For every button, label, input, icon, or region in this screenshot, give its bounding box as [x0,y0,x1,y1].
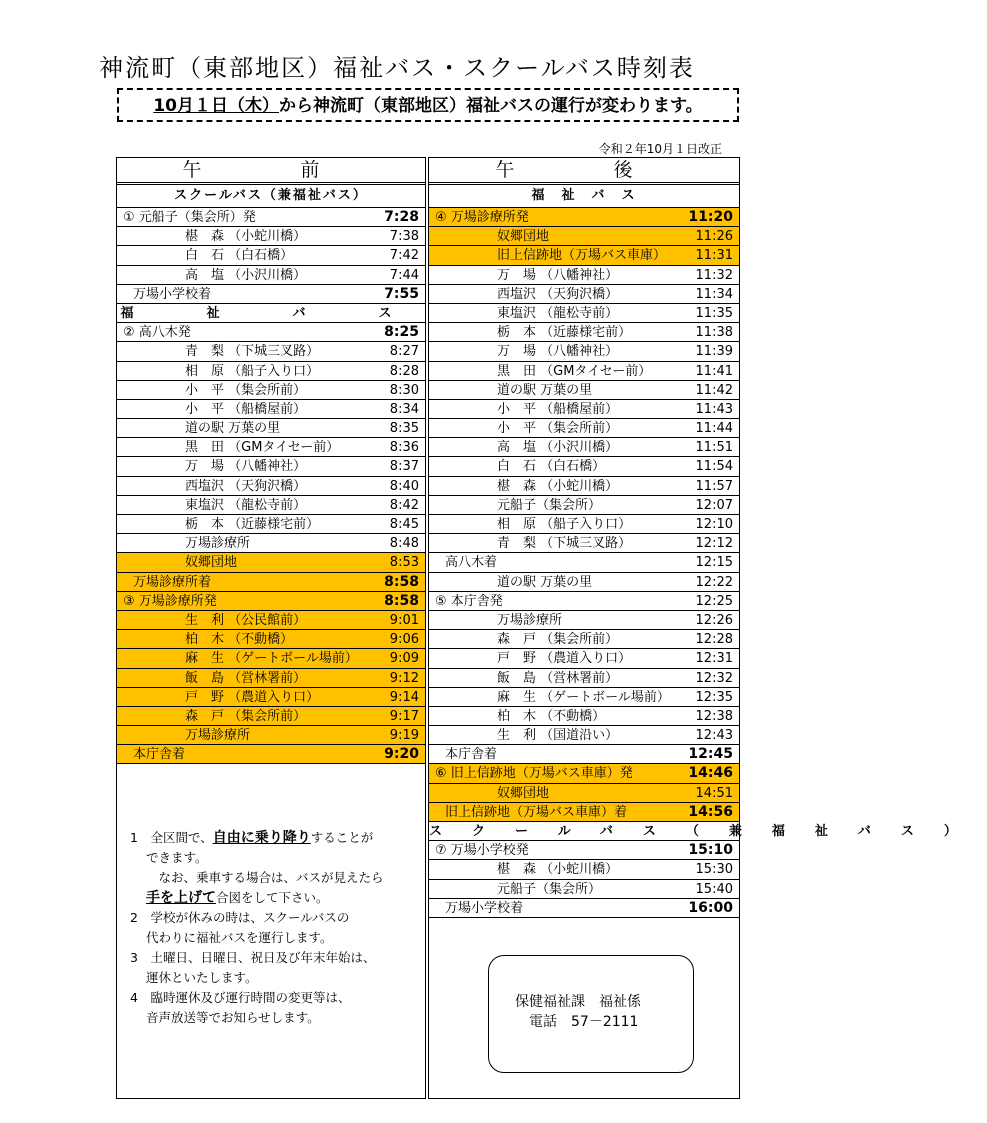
departure-time: 11:44 [695,421,733,437]
stop-name: 椹 森 （小蛇川橋） [497,478,619,494]
departure-time: 12:38 [695,708,733,724]
afternoon-schedule [429,208,987,918]
stop-name: 飯 島 （営林署前） [185,670,307,686]
departure-time: 11:41 [695,363,733,379]
stop-name: 柏 木 （不動橋） [497,708,606,724]
departure-time: 8:45 [389,517,419,532]
stop-name: 栃 本 （近藤様宅前） [497,325,632,341]
departure-time: 8:36 [389,440,419,456]
morning-schedule [117,208,425,764]
departure-time: 8:25 [384,324,419,341]
departure-time: 12:12 [695,536,733,552]
schedule-row [117,592,425,611]
contact-phone: 電話 57－2111 [529,1014,639,1030]
departure-time: 12:15 [695,555,733,571]
note-text: 臨時運休及び運行時間の変更等は、 [150,990,351,1005]
stop-name: 東塩沢 （龍松寺前） [497,305,619,321]
schedule-row [429,266,739,285]
schedule-row [117,515,425,534]
stop-name: 道の駅 万葉の里 [185,421,281,437]
schedule-row [429,649,739,668]
notice-text: から神流町（東部地区）福祉バスの運行が変わります。 [279,96,703,116]
schedule-row [117,246,425,265]
notice-date: 10月１日（木） [153,96,280,116]
stop-name: 青 梨 （下城三叉路） [185,344,320,360]
note-text: することが [310,830,374,845]
stop-name: 森 戸 （集会所前） [185,708,307,724]
stop-name: 万場診療所 [185,536,251,552]
note-number: 4 [130,990,138,1005]
departure-time: 8:28 [389,363,419,379]
departure-time: 7:42 [389,248,419,264]
afternoon-header: 午 後 [429,158,739,185]
afternoon-subheader: 福 祉 バ ス [429,185,739,208]
schedule-row [429,899,739,918]
stop-name: 旧上信跡地（万場バス車庫）着 [445,804,628,820]
schedule-row [117,419,425,438]
schedule-row [117,496,425,515]
note-text: 土曜日、日曜日、祝日及び年末年始は、 [150,950,376,965]
departure-time: 8:34 [389,401,419,417]
stop-name: 小 平 （船橋屋前） [497,401,619,417]
note-3 [130,948,420,968]
departure-time: 12:07 [695,497,733,513]
stop-name: 黒 田 （GMタイセー前） [185,440,340,456]
departure-time: 15:10 [688,842,733,859]
note-3-cont: 運休といたします。 [146,970,258,985]
stop-name: 道の駅 万葉の里 [497,574,593,590]
departure-time: 14:51 [695,785,733,801]
stop-name: 道の駅 万葉の里 [497,382,593,398]
departure-time: 14:56 [688,803,733,820]
schedule-row [429,592,739,611]
contact-department: 保健福祉課 福祉係 [515,994,641,1010]
note-number: 3 [130,950,138,965]
stop-name: 戸 野 （農道入り口） [185,689,320,705]
stop-name: 奴郷団地 [497,785,550,801]
schedule-row [429,726,739,745]
note-1-cont: できます。 [146,850,208,865]
departure-time: 7:55 [384,285,419,302]
schedule-row [429,611,739,630]
stop-name: 本庁舎着 [133,747,186,763]
schedule-row [117,630,425,649]
departure-time: 8:27 [389,344,419,360]
departure-time: 16:00 [688,899,733,916]
schedule-row [117,669,425,688]
stop-name: 椹 森 （小蛇川橋） [185,229,307,245]
stop-name: 白 石 （白石橋） [185,248,294,264]
schedule-row [429,630,739,649]
stop-name: 椹 森 （小蛇川橋） [497,862,619,878]
schedule-row [117,745,425,764]
schedule-row [429,841,739,860]
stop-name: 万場診療所 [185,728,251,744]
schedule-row [117,573,425,592]
note-4-cont: 音声放送等でお知らせします。 [146,1010,320,1025]
departure-time: 8:58 [384,592,419,609]
departure-time: 12:31 [695,651,733,667]
stop-name: 万 場 （八幡神社） [185,459,307,475]
departure-time: 11:54 [695,459,733,475]
schedule-row [429,784,739,803]
revision-date: 令和２年10月１日改正 [598,142,722,156]
schedule-row [429,573,739,592]
section-header [429,822,987,841]
note-emphasis: 自由に乗り降り [212,830,311,846]
stop-name: 元船子（集会所） [497,881,602,897]
departure-time: 11:51 [695,440,733,456]
departure-time: 11:57 [695,478,733,494]
departure-time: 15:30 [695,862,733,878]
departure-time: 11:34 [695,286,733,302]
departure-time: 11:38 [695,325,733,341]
departure-time: 11:39 [695,344,733,360]
change-notice [117,88,739,122]
stop-name: ⑥ 旧上信跡地（万場バス車庫）発 [435,766,633,782]
schedule-row [429,534,739,553]
departure-time: 8:30 [389,382,419,398]
schedule-row [429,803,739,822]
stop-name: 柏 木 （不動橋） [185,632,294,648]
schedule-row [117,477,425,496]
note-emphasis: 手を上げて [146,890,216,906]
schedule-row [117,688,425,707]
stop-name: 旧上信跡地（万場バス車庫） [497,248,667,264]
departure-time: 9:20 [384,746,419,763]
stop-name: 白 石 （白石橋） [497,459,606,475]
stop-name: 生 利 （国道沿い） [497,728,619,744]
schedule-row [117,534,425,553]
schedule-row [429,553,739,572]
schedule-row [117,707,425,726]
schedule-row [117,553,425,572]
departure-time: 15:40 [695,881,733,897]
schedule-row [429,745,739,764]
page-title: 神流町（東部地区）福祉バス・スクールバス時刻表 [99,54,695,82]
note-1-cont [130,888,420,908]
stop-name: 生 利 （公民館前） [185,612,307,628]
note-4 [130,988,420,1008]
departure-time: 8:40 [389,478,419,494]
departure-time: 12:43 [695,728,733,744]
stop-name: 元船子（集会所） [497,497,602,513]
schedule-row [429,400,739,419]
departure-time: 9:17 [389,708,419,724]
departure-time: 9:19 [389,728,419,744]
schedule-row [117,266,425,285]
stop-name: 小 平 （船橋屋前） [185,401,307,417]
stop-name: ④ 万場診療所発 [435,210,529,225]
departure-time: 9:06 [389,632,419,648]
schedule-row [429,457,739,476]
schedule-row [429,764,739,783]
note-number: 2 [130,910,138,925]
stop-name: 飯 島 （営林署前） [497,670,619,686]
note-text: 学校が休みの時は、スクールバスの [150,910,350,925]
note-text: なお、乗車する場合は、バスが見えたら [158,870,384,885]
schedule-row [117,726,425,745]
stop-name: 万場診療所 [497,612,563,628]
departure-time: 8:48 [389,536,419,552]
schedule-row [117,285,425,304]
morning-subheader: スクールバス（兼福祉バス） [117,185,425,208]
departure-time: 9:09 [389,651,419,667]
schedule-row [429,323,739,342]
section-label: 福 祉 バ ス [120,305,422,321]
stop-name: 万 場 （八幡神社） [497,267,619,283]
departure-time: 7:28 [384,209,419,225]
departure-time: 11:43 [695,401,733,417]
stop-name: 万 場 （八幡神社） [497,344,619,360]
departure-time: 11:42 [695,382,733,398]
stop-name: 森 戸 （集会所前） [497,632,619,648]
departure-time: 12:28 [695,632,733,648]
note-text: 全区間で、 [150,830,213,845]
note-1-cont [130,868,420,888]
stop-name: 万場小学校着 [445,900,524,916]
schedule-row [429,342,739,361]
stop-name: 麻 生 （ゲートボール場前） [185,651,358,667]
schedule-row [429,496,739,515]
departure-time: 9:01 [389,612,419,628]
schedule-row [117,649,425,668]
departure-time: 12:25 [695,593,733,609]
departure-time: 12:35 [695,689,733,705]
departure-time: 12:32 [695,670,733,686]
contact-box [488,955,694,1073]
departure-time: 11:32 [695,267,733,283]
stop-name: 栃 本 （近藤様宅前） [185,517,320,532]
departure-time: 8:53 [389,555,419,571]
schedule-row [429,419,739,438]
schedule-row [117,208,425,227]
schedule-row [429,669,739,688]
schedule-row [117,362,425,381]
departure-time: 8:58 [384,573,419,590]
departure-time: 7:38 [389,229,419,245]
departure-time: 11:35 [695,305,733,321]
schedule-row [429,438,739,457]
schedule-row [429,515,739,534]
schedule-row [117,323,425,342]
schedule-row [429,688,739,707]
stop-name: 奴郷団地 [497,229,550,245]
departure-time: 11:31 [695,248,733,264]
stop-name: 万場診療所着 [133,574,212,590]
schedule-row [429,304,739,323]
stop-name: ⑤ 本庁舎発 [435,593,503,609]
stop-name: 小 平 （集会所前） [185,382,307,398]
stop-name: 黒 田 （GMタイセー前） [497,363,652,379]
departure-time: 12:22 [695,574,733,590]
stop-name: 高 塩 （小沢川橋） [497,440,619,456]
stop-name: 万場小学校着 [133,286,212,302]
stop-name: 高八木着 [445,555,498,571]
departure-time: 9:14 [389,689,419,705]
stop-name: 奴郷団地 [185,555,238,571]
departure-time: 9:12 [389,670,419,686]
stop-name: 相 原 （船子入り口） [185,363,320,379]
schedule-row [117,400,425,419]
departure-time: 7:44 [389,267,419,283]
schedule-row [117,457,425,476]
stop-name: ② 高八木発 [123,325,191,341]
departure-time: 8:37 [389,459,419,475]
schedule-row [429,707,739,726]
departure-time: 12:45 [688,746,733,763]
departure-time: 11:26 [695,229,733,245]
schedule-row [429,227,739,246]
note-number: 1 [130,830,138,845]
stop-name: 青 梨 （下城三叉路） [497,536,632,552]
schedule-row [117,611,425,630]
schedule-row [117,342,425,361]
note-2 [130,908,420,928]
schedule-row [429,381,739,400]
schedule-row [117,438,425,457]
notes-section [130,828,420,1028]
section-header [117,304,425,323]
stop-name: 西塩沢 （天狗沢橋） [497,286,619,302]
stop-name: 戸 野 （農道入り口） [497,651,632,667]
schedule-row [429,208,739,227]
departure-time: 11:20 [688,209,733,225]
stop-name: 東塩沢 （龍松寺前） [185,497,307,513]
stop-name: 相 原 （船子入り口） [497,517,632,532]
schedule-row [429,246,739,265]
departure-time: 8:42 [389,497,419,513]
schedule-row [117,227,425,246]
stop-name: 本庁舎着 [445,747,498,763]
schedule-row [117,381,425,400]
schedule-row [429,880,739,899]
stop-name: 麻 生 （ゲートボール場前） [497,689,670,705]
note-text: 合図をして下さい。 [216,890,329,905]
departure-time: 14:46 [688,765,733,782]
stop-name: ③ 万場診療所発 [123,593,217,609]
schedule-row [429,477,739,496]
departure-time: 12:26 [695,612,733,628]
schedule-row [429,285,739,304]
schedule-row [429,362,739,381]
stop-name: 西塩沢 （天狗沢橋） [185,478,307,494]
morning-header: 午 前 [117,158,425,185]
section-label: スクールバス（兼福祉バス） [429,824,987,839]
note-2-cont: 代わりに福祉バスを運行します。 [146,930,333,945]
departure-time: 8:35 [389,421,419,437]
stop-name: 小 平 （集会所前） [497,421,619,437]
stop-name: ⑦ 万場小学校発 [435,843,529,859]
schedule-row [429,860,739,879]
note-1 [130,828,420,848]
stop-name: ① 元船子（集会所）発 [123,210,256,225]
departure-time: 12:10 [695,517,733,532]
stop-name: 高 塩 （小沢川橋） [185,267,307,283]
